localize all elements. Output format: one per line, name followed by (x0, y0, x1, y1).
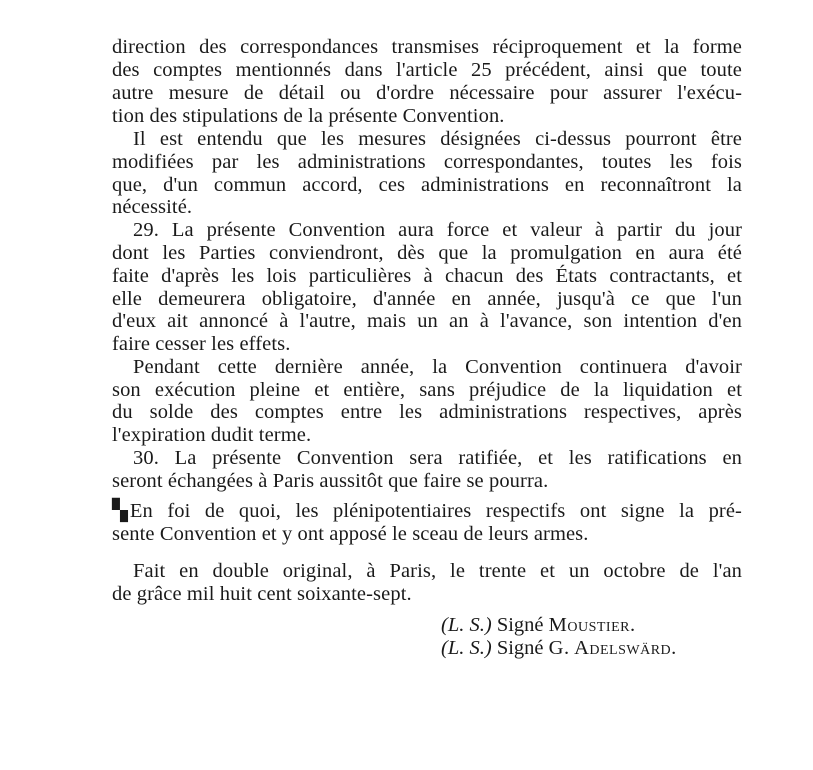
text-line: dont les Parties conviendront, dès que la promulgation en aura été (112, 242, 742, 264)
text-line: nécessité. (112, 196, 193, 218)
seal-mark: (L. S.) (441, 637, 492, 659)
text-line: ▚En foi de quoi, les plénipotentiaires respectifs ont signe la pré- (112, 500, 742, 522)
signatory-name: G. Adelswärd. (548, 637, 677, 659)
text-line: du solde des comptes entre les administrations respectives, après (112, 401, 742, 423)
text-line: 30. La présente Convention sera ratifiée, et les ratifications en (133, 447, 742, 469)
text-line: des comptes mentionnés dans l'article 25 précédent, ainsi que toute (112, 59, 742, 81)
text-line: que, d'un commun accord, ces administrations en reconnaîtront la (112, 174, 742, 196)
text-line: tion des stipulations de la présente Convention. (112, 105, 505, 127)
text-line: faire cesser les effets. (112, 333, 291, 355)
text-line: l'expiration dudit terme. (112, 424, 312, 446)
text-line: Pendant cette dernière année, la Convention continuera d'avoir (133, 356, 742, 378)
text-line: son exécution pleine et entière, sans préjudice de la liquidation et (112, 379, 742, 401)
text-line: direction des correspondances transmises réciproquement et la forme (112, 36, 742, 58)
seal-mark: (L. S.) (441, 614, 492, 636)
text-line: de grâce mil huit cent soixante-sept. (112, 583, 412, 605)
text-line: autre mesure de détail ou d'ordre nécessaire pour assurer l'exécu- (112, 82, 742, 104)
text-line: sente Convention et y ont apposé le sceau de leurs armes. (112, 523, 589, 545)
signature-label: Signé (496, 637, 544, 659)
text-line: modifiées par les administrations correspondantes, toutes les fois (112, 151, 742, 173)
text-line: Fait en double original, à Paris, le trente et un octobre de l'an (133, 560, 742, 582)
text-line: d'eux ait annoncé à l'autre, mais un an à l'avance, son intention d'en (112, 310, 742, 332)
signature-line (441, 637, 677, 660)
text-line: seront échangées à Paris aussitôt que faire se pourra. (112, 470, 549, 492)
text-line: faite d'après les lois particulières à chacun des États contractants, et (112, 265, 742, 287)
text-line: elle demeurera obligatoire, d'année en année, jusqu'à ce que l'un (112, 288, 742, 310)
paragraph-mark-icon: ▚ (112, 500, 128, 522)
signature-label: Signé (496, 614, 544, 636)
text-line: 29. La présente Convention aura force et valeur à partir du jour (133, 219, 742, 241)
text-line: Il est entendu que les mesures désignées ci-dessus pourront être (133, 128, 742, 150)
signature-line (441, 614, 636, 637)
signatory-name: Moustier. (548, 614, 636, 636)
